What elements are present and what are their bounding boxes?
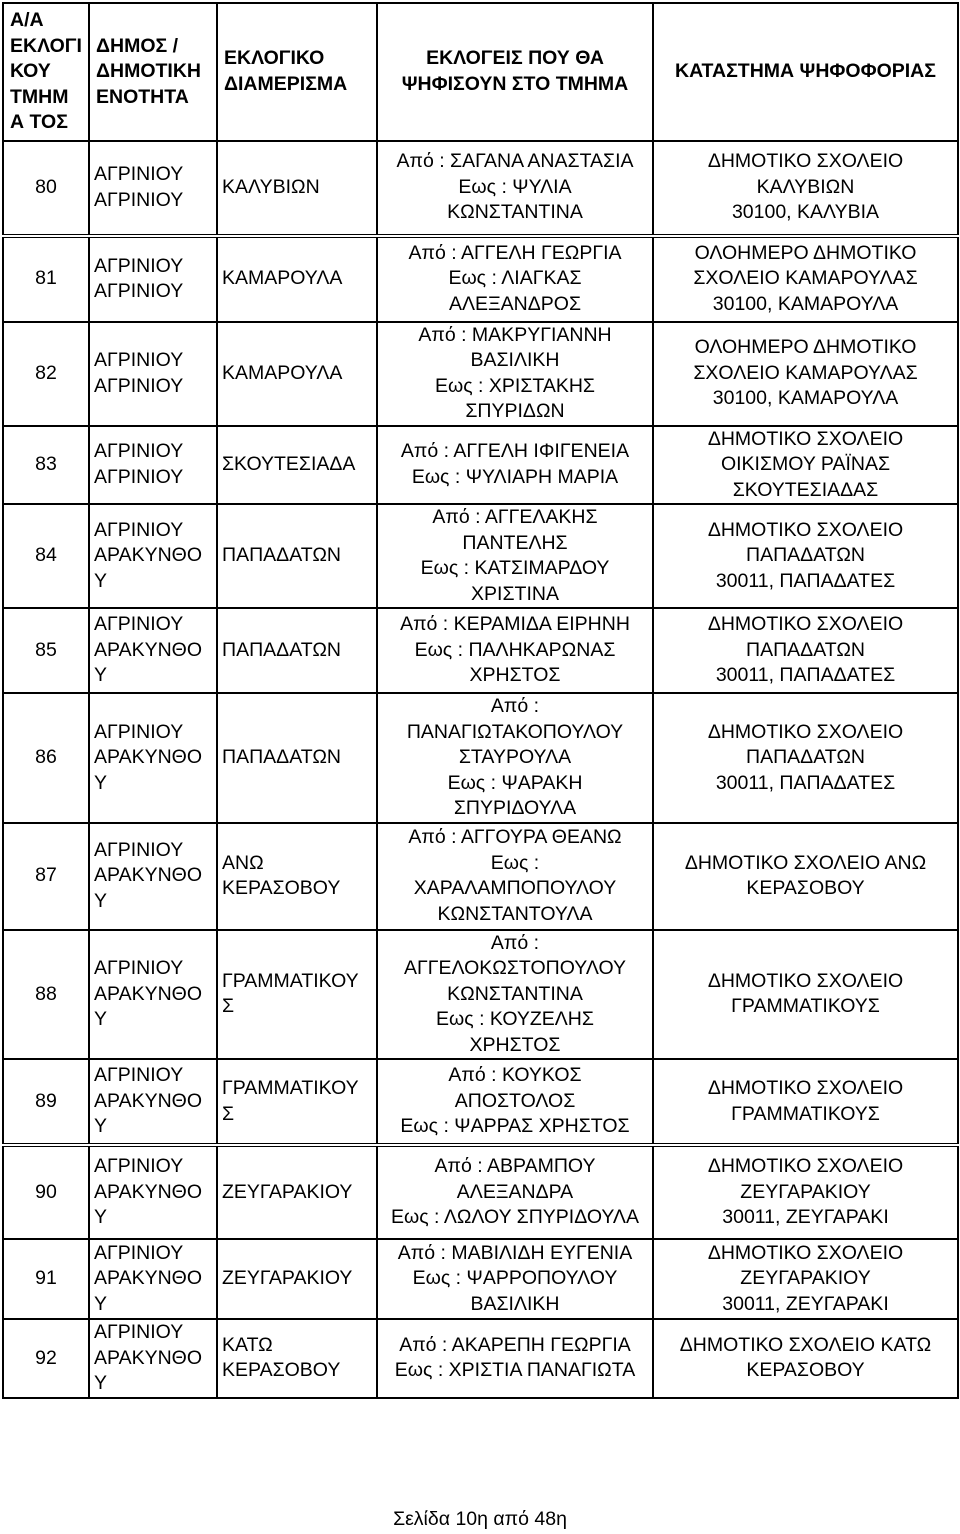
- district-cell: ΓΡΑΜΜΑΤΙΚΟΥ Σ: [217, 1059, 377, 1145]
- voters-range-cell: Από : ΠΑΝΑΓΙΩΤΑΚΟΠΟΥΛΟΥ ΣΤΑΥΡΟΥΛΑ Εως : ΨΑΡΑΚΗ ΣΠΥΡΙΔΟΥΛΑ: [377, 693, 653, 823]
- voters-range-cell: Από : ΑΒΡΑΜΠΟΥ ΑΛΕΞΑΝΔΡΑ Εως : ΛΩΛΟΥ ΣΠΥΡΙΔΟΥΛΑ: [377, 1145, 653, 1239]
- municipality-cell: ΑΓΡΙΝΙΟΥ ΑΓΡΙΝΙΟΥ: [89, 141, 217, 236]
- municipality-cell: ΑΓΡΙΝΙΟΥ ΑΡΑΚΥΝΘΟ Υ: [89, 1239, 217, 1319]
- municipality-cell: ΑΓΡΙΝΙΟΥ ΑΡΑΚΥΝΘΟ Υ: [89, 930, 217, 1060]
- municipality-cell: ΑΓΡΙΝΙΟΥ ΑΡΑΚΥΝΘΟ Υ: [89, 693, 217, 823]
- table-row: [3, 504, 958, 608]
- voters-range-cell: Από : ΚΕΡΑΜΙΔΑ ΕΙΡΗΝΗ Εως : ΠΑΛΗΚΑΡΩΝΑΣ ΧΡΗΣΤΟΣ: [377, 608, 653, 693]
- municipality-cell: ΑΓΡΙΝΙΟΥ ΑΡΑΚΥΝΘΟ Υ: [89, 608, 217, 693]
- voters-range-cell: Από : ΚΟΥΚΟΣ ΑΠΟΣΤΟΛΟΣ Εως : ΨΑΡΡΑΣ ΧΡΗΣΤΟΣ: [377, 1059, 653, 1145]
- table-row: [3, 322, 958, 426]
- table-row: [3, 1059, 958, 1145]
- header-municipality: ΔΗΜΟΣ / ΔΗΜΟΤΙΚΗ ΕΝΟΤΗΤΑ: [89, 3, 217, 141]
- section-number-cell: 91: [3, 1239, 89, 1319]
- district-cell: ΖΕΥΓΑΡΑΚΙΟΥ: [217, 1239, 377, 1319]
- voters-range-cell: Από : ΑΓΓΕΛΗ ΙΦΙΓΕΝΕΙΑ Εως : ΨΥΛΙΑΡΗ ΜΑΡΙΑ: [377, 426, 653, 505]
- table-row: [3, 693, 958, 823]
- district-cell: ΚΑΜΑΡΟΥΛΑ: [217, 236, 377, 322]
- section-number-cell: 92: [3, 1319, 89, 1398]
- voters-range-cell: Από : ΑΚΑΡΕΠΗ ΓΕΩΡΓΙΑ Εως : ΧΡΙΣΤΙΑ ΠΑΝΑΓΙΩΤΑ: [377, 1319, 653, 1398]
- voters-range-cell: Από : ΑΓΓΕΛΑΚΗΣ ΠΑΝΤΕΛΗΣ Εως : ΚΑΤΣΙΜΑΡΔΟΥ ΧΡΙΣΤΙΝΑ: [377, 504, 653, 608]
- polling-station-cell: ΔΗΜΟΤΙΚΟ ΣΧΟΛΕΙΟ ΓΡΑΜΜΑΤΙΚΟΥΣ: [653, 930, 958, 1060]
- header-electoral-district: ΕΚΛΟΓΙΚΟ ΔΙΑΜΕΡΙΣΜΑ: [217, 3, 377, 141]
- section-number-cell: 80: [3, 141, 89, 236]
- polling-station-cell: ΔΗΜΟΤΙΚΟ ΣΧΟΛΕΙΟ ΓΡΑΜΜΑΤΙΚΟΥΣ: [653, 1059, 958, 1145]
- municipality-cell: ΑΓΡΙΝΙΟΥ ΑΡΑΚΥΝΘΟ Υ: [89, 823, 217, 930]
- municipality-cell: ΑΓΡΙΝΙΟΥ ΑΓΡΙΝΙΟΥ: [89, 426, 217, 505]
- table-row: [3, 930, 958, 1060]
- polling-station-cell: ΟΛΟΗΜΕΡΟ ΔΗΜΟΤΙΚΟ ΣΧΟΛΕΙΟ ΚΑΜΑΡΟΥΛΑΣ 30100, ΚΑΜΑΡΟΥΛΑ: [653, 236, 958, 322]
- table-row: [3, 1319, 958, 1398]
- polling-station-cell: ΔΗΜΟΤΙΚΟ ΣΧΟΛΕΙΟ ΟΙΚΙΣΜΟΥ ΡΑΪΝΑΣ ΣΚΟΥΤΕΣΙΑΔΑΣ: [653, 426, 958, 505]
- municipality-cell: ΑΓΡΙΝΙΟΥ ΑΡΑΚΥΝΘΟ Υ: [89, 1059, 217, 1145]
- polling-station-cell: ΔΗΜΟΤΙΚΟ ΣΧΟΛΕΙΟ ΠΑΠΑΔΑΤΩΝ 30011, ΠΑΠΑΔΑΤΕΣ: [653, 608, 958, 693]
- section-number-cell: 82: [3, 322, 89, 426]
- polling-station-cell: ΔΗΜΟΤΙΚΟ ΣΧΟΛΕΙΟ ΖΕΥΓΑΡΑΚΙΟΥ 30011, ΖΕΥΓΑΡΑΚΙ: [653, 1145, 958, 1239]
- voters-range-cell: Από : ΣΑΓΑΝΑ ΑΝΑΣΤΑΣΙΑ Εως : ΨΥΛΙΑ ΚΩΝΣΤΑΝΤΙΝΑ: [377, 141, 653, 236]
- table-body: [3, 141, 958, 1398]
- table-row: [3, 1239, 958, 1319]
- district-cell: ΚΑΜΑΡΟΥΛΑ: [217, 322, 377, 426]
- polling-station-cell: ΔΗΜΟΤΙΚΟ ΣΧΟΛΕΙΟ ΚΑΤΩ ΚΕΡΑΣΟΒΟΥ: [653, 1319, 958, 1398]
- polling-station-cell: ΔΗΜΟΤΙΚΟ ΣΧΟΛΕΙΟ ΠΑΠΑΔΑΤΩΝ 30011, ΠΑΠΑΔΑΤΕΣ: [653, 504, 958, 608]
- municipality-cell: ΑΓΡΙΝΙΟΥ ΑΓΡΙΝΙΟΥ: [89, 236, 217, 322]
- section-number-cell: 84: [3, 504, 89, 608]
- voters-range-cell: Από : ΜΑΚΡΥΓΙΑΝΝΗ ΒΑΣΙΛΙΚΗ Εως : ΧΡΙΣΤΑΚΗΣ ΣΠΥΡΙΔΩΝ: [377, 322, 653, 426]
- header-section-number: Α/Α ΕΚΛΟΓΙ ΚΟΥ ΤΜΗΜΑ ΤΟΣ: [3, 3, 89, 141]
- section-number-cell: 86: [3, 693, 89, 823]
- table-row: [3, 141, 958, 236]
- polling-table: [2, 2, 959, 1399]
- district-cell: ΣΚΟΥΤΕΣΙΑΔΑ: [217, 426, 377, 505]
- table-row: [3, 426, 958, 505]
- voters-range-cell: Από : ΑΓΓΕΛΟΚΩΣΤΟΠΟΥΛΟΥ ΚΩΝΣΤΑΝΤΙΝΑ Εως : ΚΟΥΖΕΛΗΣ ΧΡΗΣΤΟΣ: [377, 930, 653, 1060]
- page-footer: Σελίδα 10η από 48η: [393, 1508, 567, 1530]
- table-row: [3, 236, 958, 322]
- municipality-cell: ΑΓΡΙΝΙΟΥ ΑΡΑΚΥΝΘΟ Υ: [89, 1319, 217, 1398]
- polling-station-cell: ΔΗΜΟΤΙΚΟ ΣΧΟΛΕΙΟ ΑΝΩ ΚΕΡΑΣΟΒΟΥ: [653, 823, 958, 930]
- voters-range-cell: Από : ΑΓΓΕΛΗ ΓΕΩΡΓΙΑ Εως : ΛΙΑΓΚΑΣ ΑΛΕΞΑΝΔΡΟΣ: [377, 236, 653, 322]
- header-polling-station: ΚΑΤΑΣΤΗΜΑ ΨΗΦΟΦΟΡΙΑΣ: [653, 3, 958, 141]
- voters-range-cell: Από : ΜΑΒΙΛΙΔΗ ΕΥΓΕΝΙΑ Εως : ΨΑΡΡΟΠΟΥΛΟΥ ΒΑΣΙΛΙΚΗ: [377, 1239, 653, 1319]
- section-number-cell: 90: [3, 1145, 89, 1239]
- municipality-cell: ΑΓΡΙΝΙΟΥ ΑΡΑΚΥΝΘΟ Υ: [89, 1145, 217, 1239]
- polling-station-cell: ΔΗΜΟΤΙΚΟ ΣΧΟΛΕΙΟ ΠΑΠΑΔΑΤΩΝ 30011, ΠΑΠΑΔΑΤΕΣ: [653, 693, 958, 823]
- district-cell: ΚΑΛΥΒΙΩΝ: [217, 141, 377, 236]
- district-cell: ΖΕΥΓΑΡΑΚΙΟΥ: [217, 1145, 377, 1239]
- district-cell: ΑΝΩ ΚΕΡΑΣΟΒΟΥ: [217, 823, 377, 930]
- section-number-cell: 83: [3, 426, 89, 505]
- section-number-cell: 85: [3, 608, 89, 693]
- district-cell: ΓΡΑΜΜΑΤΙΚΟΥ Σ: [217, 930, 377, 1060]
- table-row: [3, 608, 958, 693]
- district-cell: ΠΑΠΑΔΑΤΩΝ: [217, 693, 377, 823]
- district-cell: ΚΑΤΩ ΚΕΡΑΣΟΒΟΥ: [217, 1319, 377, 1398]
- header-voters: ΕΚΛΟΓΕΙΣ ΠΟΥ ΘΑ ΨΗΦΙΣΟΥΝ ΣΤΟ ΤΜΗΜΑ: [377, 3, 653, 141]
- voters-range-cell: Από : ΑΓΓΟΥΡΑ ΘΕΑΝΩ Εως : ΧΑΡΑΛΑΜΠΟΠΟΥΛΟΥ ΚΩΝΣΤΑΝΤΟΥΛΑ: [377, 823, 653, 930]
- polling-station-cell: ΔΗΜΟΤΙΚΟ ΣΧΟΛΕΙΟ ΖΕΥΓΑΡΑΚΙΟΥ 30011, ΖΕΥΓΑΡΑΚΙ: [653, 1239, 958, 1319]
- section-number-cell: 87: [3, 823, 89, 930]
- table-header-row: [3, 3, 958, 141]
- polling-station-cell: ΔΗΜΟΤΙΚΟ ΣΧΟΛΕΙΟ ΚΑΛΥΒΙΩΝ 30100, ΚΑΛΥΒΙΑ: [653, 141, 958, 236]
- table-row: [3, 1145, 958, 1239]
- district-cell: ΠΑΠΑΔΑΤΩΝ: [217, 504, 377, 608]
- section-number-cell: 81: [3, 236, 89, 322]
- district-cell: ΠΑΠΑΔΑΤΩΝ: [217, 608, 377, 693]
- municipality-cell: ΑΓΡΙΝΙΟΥ ΑΓΡΙΝΙΟΥ: [89, 322, 217, 426]
- section-number-cell: 89: [3, 1059, 89, 1145]
- polling-station-cell: ΟΛΟΗΜΕΡΟ ΔΗΜΟΤΙΚΟ ΣΧΟΛΕΙΟ ΚΑΜΑΡΟΥΛΑΣ 30100, ΚΑΜΑΡΟΥΛΑ: [653, 322, 958, 426]
- table-row: [3, 823, 958, 930]
- section-number-cell: 88: [3, 930, 89, 1060]
- municipality-cell: ΑΓΡΙΝΙΟΥ ΑΡΑΚΥΝΘΟ Υ: [89, 504, 217, 608]
